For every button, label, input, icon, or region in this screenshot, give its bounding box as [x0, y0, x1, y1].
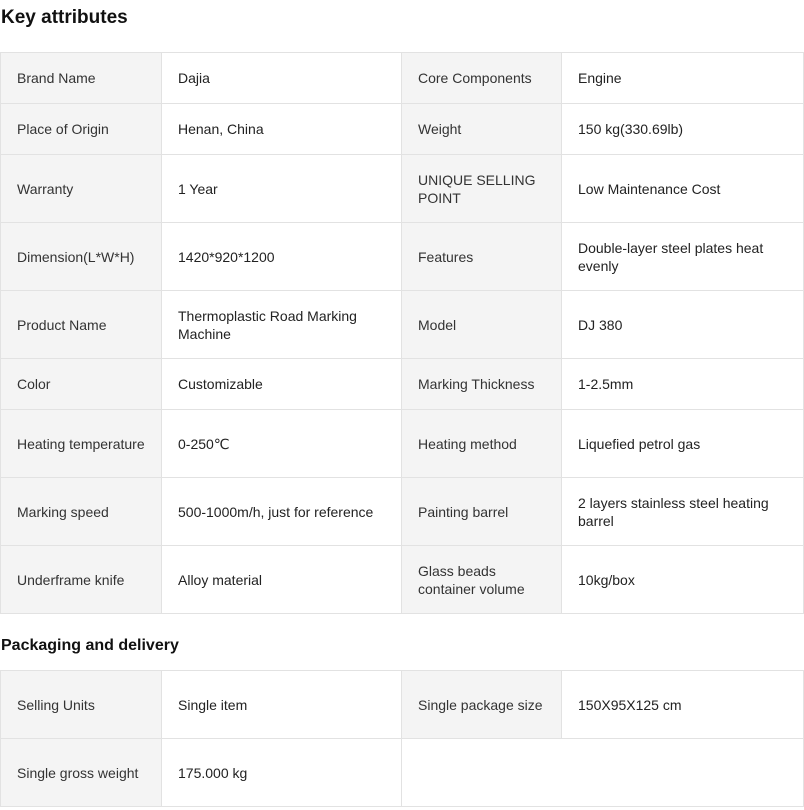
attribute-label: Warranty — [1, 155, 162, 223]
table-row — [1, 739, 804, 807]
attribute-value: 1 Year — [162, 155, 402, 223]
attribute-label: Heating temperature — [1, 410, 162, 478]
table-row — [1, 478, 804, 546]
attribute-value: 150X95X125 cm — [562, 671, 804, 739]
attribute-label: Weight — [402, 104, 562, 155]
table-row — [1, 291, 804, 359]
attribute-value: Engine — [562, 53, 804, 104]
attribute-label: Dimension(L*W*H) — [1, 223, 162, 291]
attribute-value: Liquefied petrol gas — [562, 410, 804, 478]
attribute-value: Henan, China — [162, 104, 402, 155]
attribute-label: Selling Units — [1, 671, 162, 739]
attribute-label: Underframe knife — [1, 546, 162, 614]
key-attributes-table — [0, 52, 804, 614]
attribute-label: Single package size — [402, 671, 562, 739]
attribute-value: 10kg/box — [562, 546, 804, 614]
attribute-label: Brand Name — [1, 53, 162, 104]
attribute-value: 500-1000m/h, just for reference — [162, 478, 402, 546]
attribute-label: Marking speed — [1, 478, 162, 546]
attribute-label: Place of Origin — [1, 104, 162, 155]
table-row — [1, 104, 804, 155]
attribute-label: Heating method — [402, 410, 562, 478]
table-row — [1, 155, 804, 223]
attribute-value: 150 kg(330.69lb) — [562, 104, 804, 155]
attribute-value: Low Maintenance Cost — [562, 155, 804, 223]
attribute-label: Core Components — [402, 53, 562, 104]
table-row — [1, 359, 804, 410]
attribute-value: 1-2.5mm — [562, 359, 804, 410]
table-row — [1, 53, 804, 104]
attribute-label: Glass beads container volume — [402, 546, 562, 614]
attribute-value: Double-layer steel plates heat evenly — [562, 223, 804, 291]
attribute-value: Dajia — [162, 53, 402, 104]
table-row — [1, 410, 804, 478]
attribute-value: Single item — [162, 671, 402, 739]
attribute-label: Painting barrel — [402, 478, 562, 546]
attribute-label: Product Name — [1, 291, 162, 359]
packaging-delivery-table — [0, 670, 804, 807]
attribute-value: DJ 380 — [562, 291, 804, 359]
attribute-label: Features — [402, 223, 562, 291]
attribute-value: Alloy material — [162, 546, 402, 614]
attribute-value: 2 layers stainless steel heating barrel — [562, 478, 804, 546]
attribute-value: Customizable — [162, 359, 402, 410]
attribute-value: 0-250℃ — [162, 410, 402, 478]
attribute-value: Thermoplastic Road Marking Machine — [162, 291, 402, 359]
attribute-label: UNIQUE SELLING POINT — [402, 155, 562, 223]
attribute-value: 175.000 kg — [162, 739, 402, 807]
attribute-label: Model — [402, 291, 562, 359]
packaging-delivery-title: Packaging and delivery — [1, 637, 179, 654]
attribute-label: Single gross weight — [1, 739, 162, 807]
table-row — [1, 671, 804, 739]
attribute-label: Marking Thickness — [402, 359, 562, 410]
key-attributes-title: Key attributes — [1, 7, 128, 28]
table-row — [1, 223, 804, 291]
table-row — [1, 546, 804, 614]
attribute-label: Color — [1, 359, 162, 410]
attribute-value: 1420*920*1200 — [162, 223, 402, 291]
empty-cell — [402, 739, 804, 807]
